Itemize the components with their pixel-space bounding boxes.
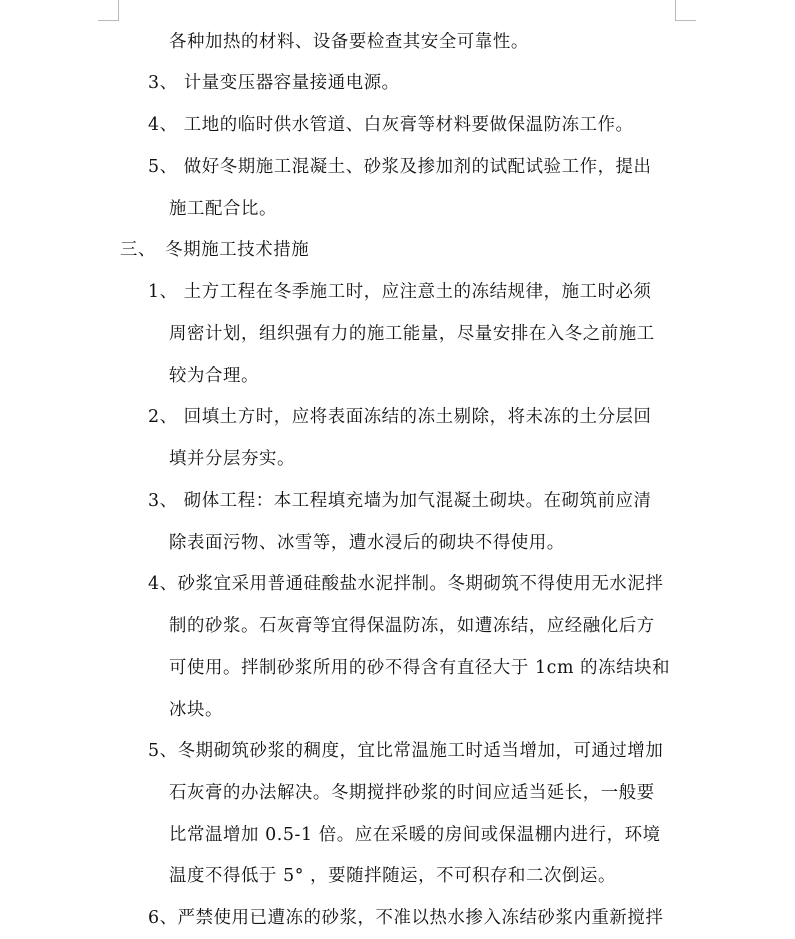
text-line: 温度不得低于 5° ，要随拌随运，不可积存和二次倒运。: [169, 866, 617, 886]
text-line: 冰块。: [169, 700, 223, 720]
text-line: 制的砂浆。石灰膏等宜得保温防冻，如遭冻结，应经融化后方: [169, 616, 655, 636]
list-item-5: 5、冬期砌筑砂浆的稠度，宜比常温施工时适当增加，可通过增加: [148, 741, 664, 761]
text-line: 可使用。拌制砂浆所用的砂不得含有直径大于 1cm 的冻结块和: [169, 658, 671, 678]
list-item-3: 3、 计量变压器容量接通电源。: [148, 73, 400, 93]
section-heading: 三、 冬期施工技术措施: [120, 240, 310, 260]
text-line: 周密计划，组织强有力的施工能量，尽量安排在入冬之前施工: [169, 324, 655, 344]
page-corner-mark-right: [675, 0, 696, 21]
list-item-4: 4、砂浆宜采用普通硅酸盐水泥拌制。冬期砌筑不得使用无水泥拌: [148, 574, 664, 594]
list-item-5: 5、 做好冬期施工混凝土、砂浆及掺加剂的试配试验工作，提出: [148, 157, 652, 177]
list-item-1: 1、 土方工程在冬季施工时，应注意土的冻结规律，施工时必须: [148, 282, 652, 302]
text-line: 石灰膏的办法解决。冬期搅拌砂浆的时间应适当延长，一般要: [169, 783, 655, 803]
text-line: 各种加热的材料、设备要检查其安全可靠性。: [169, 32, 529, 52]
list-item-4: 4、 工地的临时供水管道、白灰膏等材料要做保温防冻工作。: [148, 115, 634, 135]
text-line: 较为合理。: [169, 366, 259, 386]
list-item-2: 2、 回填土方时，应将表面冻结的冻土剔除，将未冻的土分层回: [148, 407, 652, 427]
page-corner-mark-left: [98, 0, 119, 21]
text-line: 比常温增加 0.5-1 倍。应在采暖的房间或保温棚内进行，环境: [169, 825, 661, 845]
list-item-6: 6、严禁使用已遭冻的砂浆，不准以热水掺入冻结砂浆内重新搅拌: [148, 908, 664, 928]
text-line: 施工配合比。: [169, 199, 277, 219]
list-item-3: 3、 砌体工程：本工程填充墙为加气混凝土砌块。在砌筑前应清: [148, 491, 652, 511]
text-line: 填并分层夯实。: [169, 449, 295, 469]
text-line: 除表面污物、冰雪等，遭水浸后的砌块不得使用。: [169, 533, 565, 553]
